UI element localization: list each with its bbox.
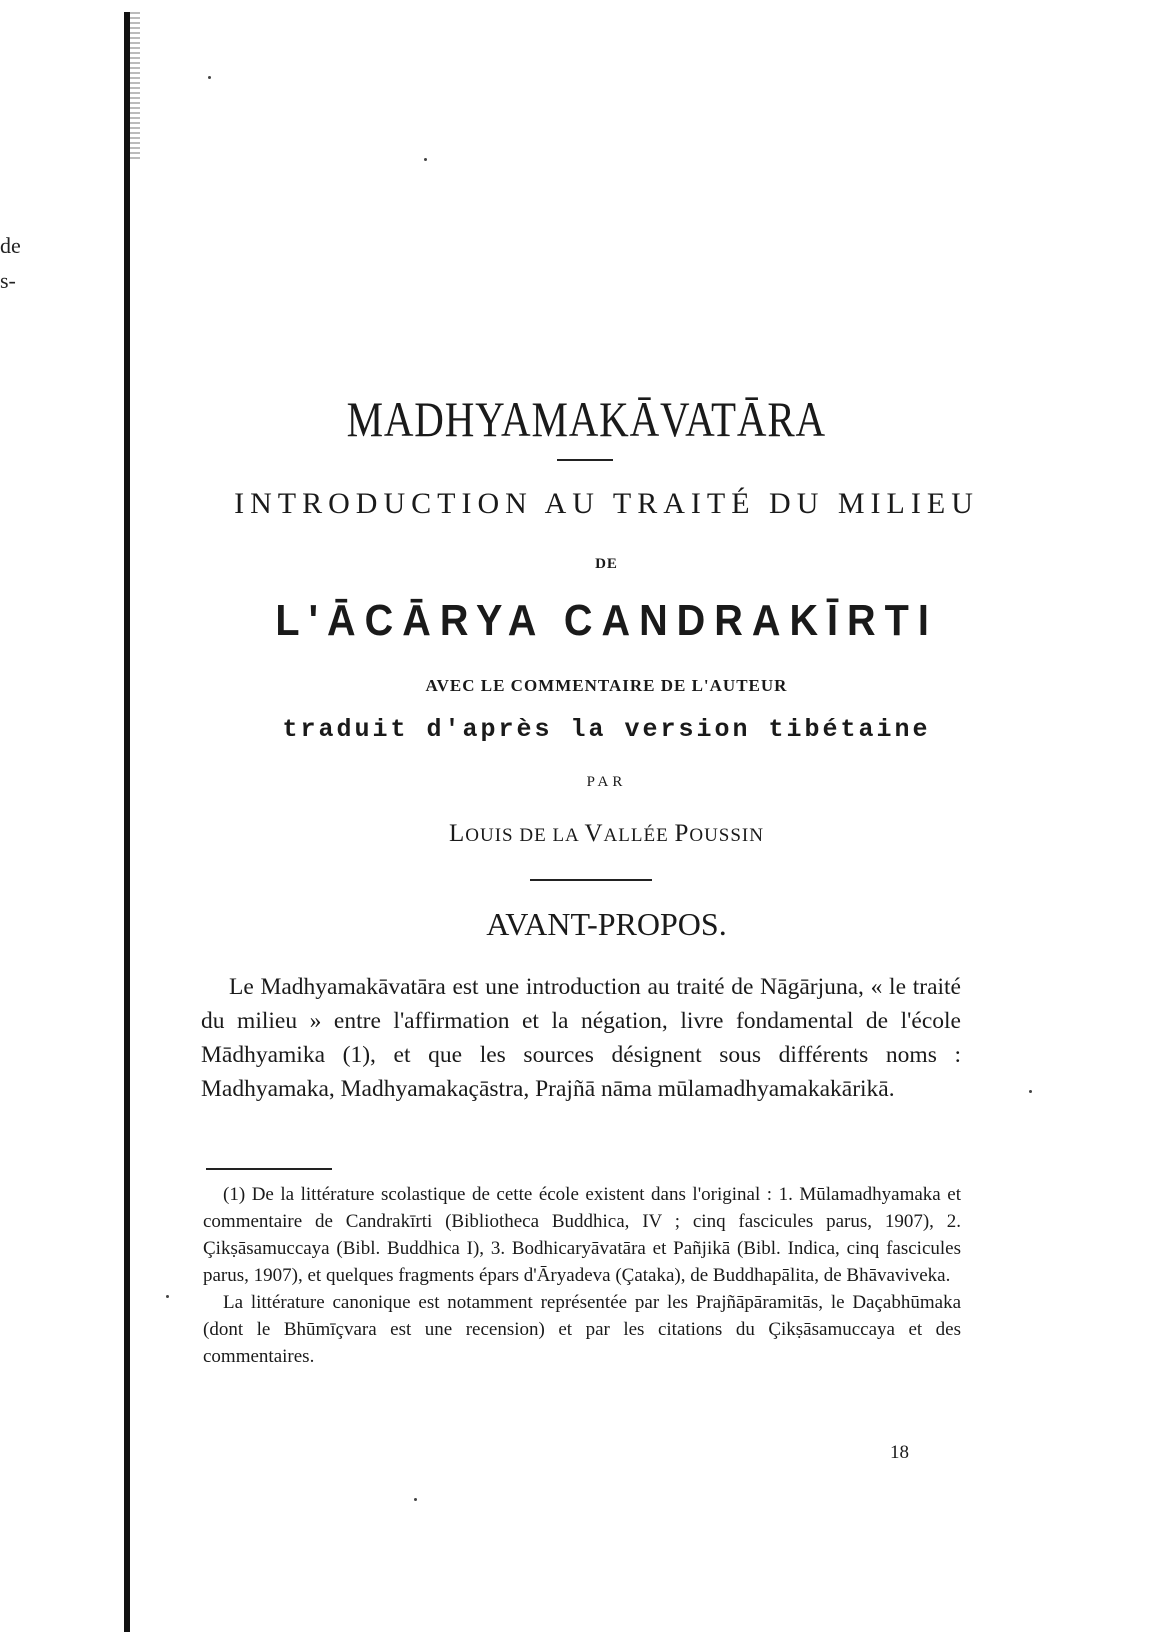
author-heading: L'ĀCĀRYA CANDRAKĪRTI xyxy=(275,596,938,645)
speck xyxy=(208,76,211,79)
avec-line: AVEC LE COMMENTAIRE DE L'AUTEUR xyxy=(425,676,788,695)
speck xyxy=(414,1498,417,1501)
page-number: 18 xyxy=(890,1442,909,1463)
speck xyxy=(166,1295,169,1298)
body-text xyxy=(201,970,961,1106)
par-line: PAR xyxy=(586,774,627,790)
speck xyxy=(1029,1090,1032,1093)
section-rule xyxy=(530,879,652,881)
translation-note: traduit d'après la version tibétaine xyxy=(282,715,931,744)
margin-fragment: s- xyxy=(0,268,16,293)
subtitle: INTRODUCTION AU TRAITÉ DU MILIEU xyxy=(234,487,979,520)
main-title: MADHYAMAKĀVATĀRA xyxy=(346,391,826,447)
translator-name: LOUIS DE LA VALLÉE POUSSIN xyxy=(449,820,764,847)
de-line: DE xyxy=(595,556,618,572)
body-paragraph: Le Madhyamakāvatāra est une introduction au traité de Nāgārjuna, « le traité du milieu » entre l'affirmation et la négation, livre fondamental de l'école Mādhyamika (1), et que les sources désignent sous différents noms : Madhyamaka, Madhyamakaçāstra, Prajñā nāma mūlamadhyamakakārikā. xyxy=(201,974,961,1102)
footnote: La littérature canonique est notamment représentée par les Prajñāpāramitās, le Daçabhūmaka (dont le Bhūmīçvara est une recension) et par les citations du Çikṣāsamuccaya et des commentaires. xyxy=(203,1292,961,1367)
footnotes xyxy=(203,1181,961,1370)
title-rule xyxy=(557,459,613,461)
section-heading: AVANT-PROPOS. xyxy=(486,906,727,942)
footnote: (1) De la littérature scolastique de cette école existent dans l'original : 1. Mūlamadhyamaka et commentaire de Candrakīrti (Bibliotheca Buddhica, IV ; cinq fascicules parus, 1907), 2. Çikṣāsamuccaya (Bibl. Buddhica I), 3. Bodhicaryāvatāra et Pañjikā (Bibl. Indica, cinq fascicules parus, 1907), et quelques fragments épars d'Āryadeva (Çataka), de Buddhapālita, de Bhāvaviveka. xyxy=(203,1184,961,1286)
speck xyxy=(424,158,427,161)
margin-fragment: de xyxy=(0,233,21,258)
footnote-rule xyxy=(206,1168,332,1170)
